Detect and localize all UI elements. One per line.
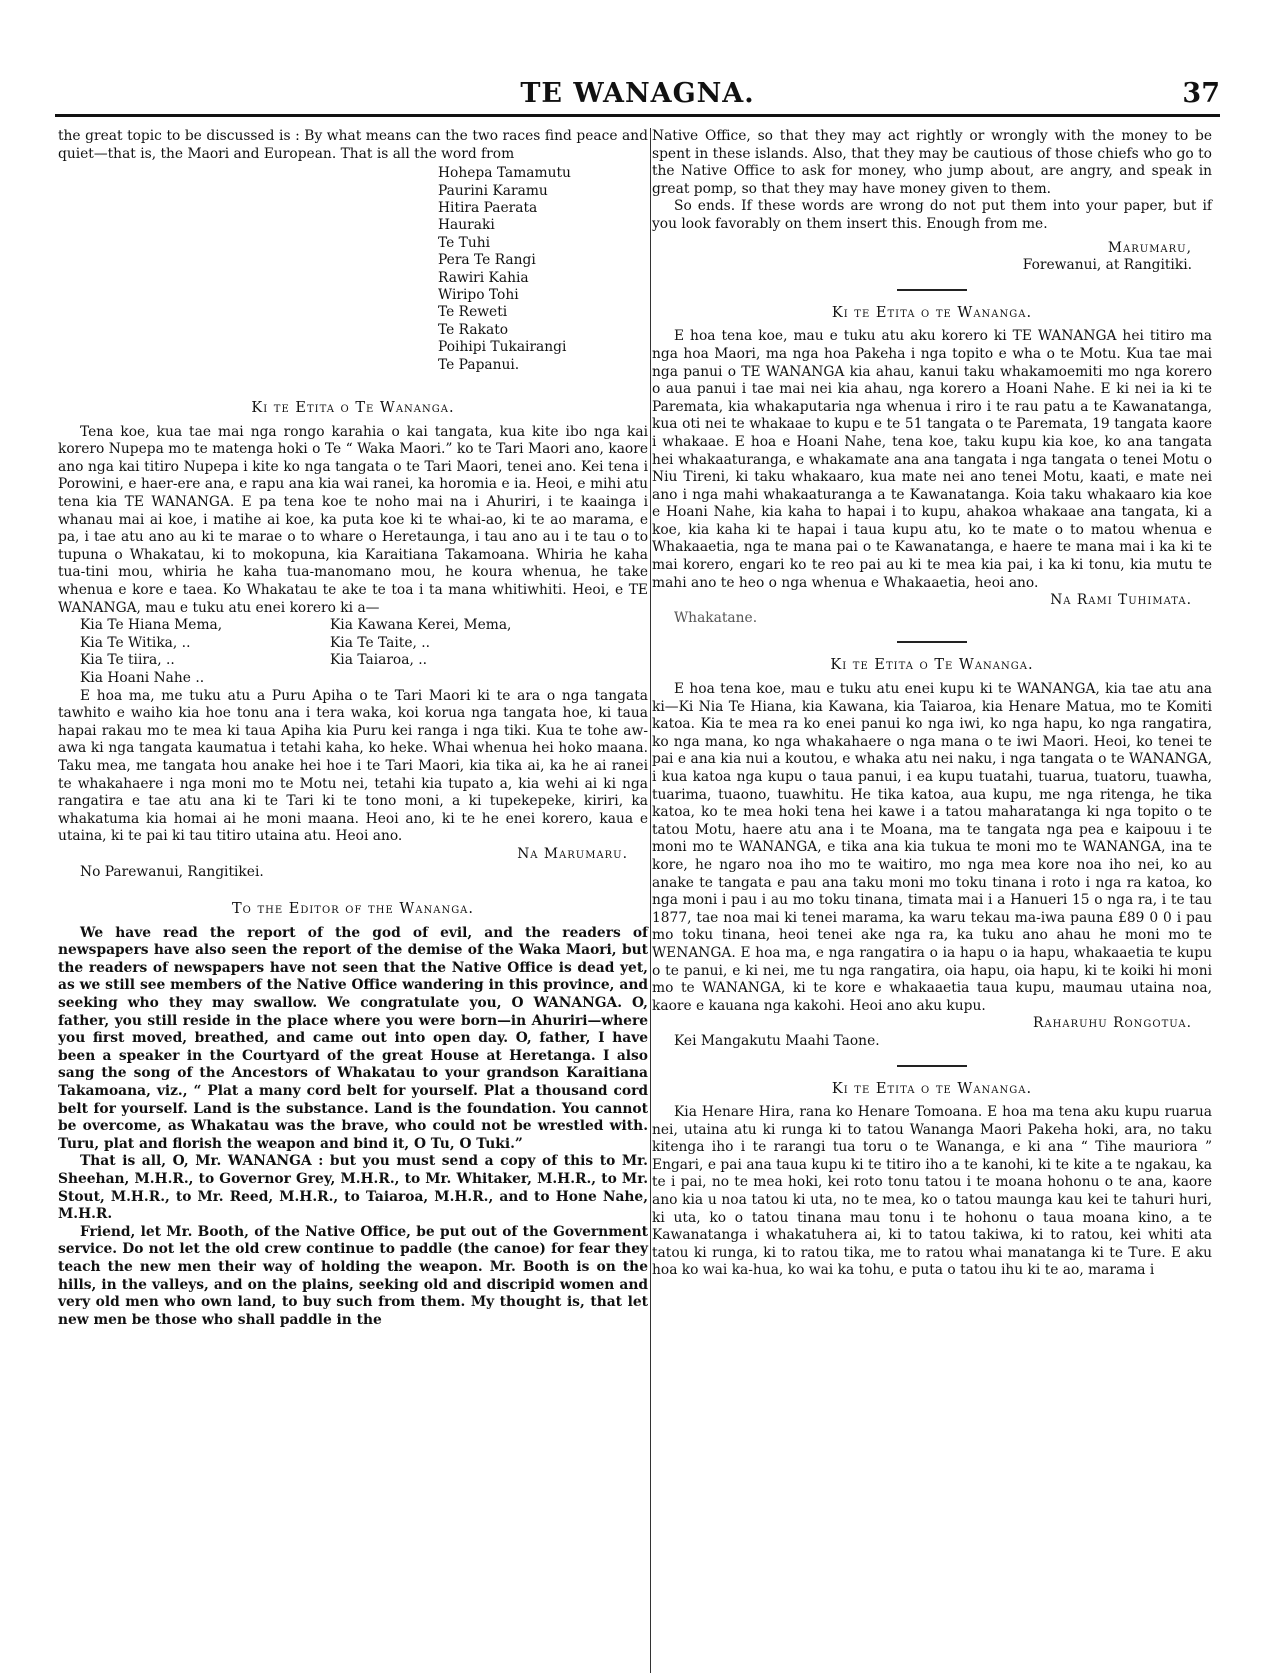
letter-place: Kei Mangakutu Maahi Taone. [674, 1032, 880, 1049]
signatory: Hohepa Tamamutu [438, 165, 571, 182]
signatory: Hitira Paerata [438, 200, 538, 216]
signatory: Te Papanui. [438, 356, 520, 373]
letter-body: That is all, O, Mr. WANANGA : but you must send a copy of this to Mr. Sheehan, M.H.R., to Governor Grey, M.H.R., to Mr. Whitaker, M.H.R., to Mr. Stout, M.H.R., to Mr. Reed, M.H.R., to Taiaroa, M.H.R., and to Hone Nahe, M.H.R. [58, 1153, 648, 1223]
letter-body: We have read the report of the god of evil, and the readers of newspapers have also seen the report of the demise of the Waka Maori, but the readers of newspapers have not seen that the Native Office is dead yet, as we still see members of the Native Office wandering in this province, and seeking who they may swallow. We congratulate you, O WANANGA. O, father, you still reside in the place where you were born—in Ahuriri—where you first moved, breathed, and came out into open day. O, father, I have been a speaker in the Courtyard of the great House at Heretanga. I also sang the song of the Ancestors of Whakatau to your grandson Karaitiana Takamoana, viz., “ Plat a many cord belt for yourself. Plat a thousand cord belt for yourself. Land is the substance. Land is the foundation. You cannot be overcome, as Whakatau was the brave, who could not be wrestled with. Turu, plat and florish the weapon and bind it, O Tu, O Tuki.” [58, 924, 648, 1152]
section-rule [897, 1065, 967, 1067]
letter-body: Tena koe, kua tae mai nga rongo karahia o kai tangata, kua kite ibo nga kai korero Nupepa mo te matenga hoki o Te “ Waka Maori.” ko te Tari Maori ano, kaore ano nga kai titiro Nupepa i kite ko nga tangata o te Tari Maori, tenei ano. Kei tena i Porowini, e haer-ere ana, e rapu ana kia wai ranei, ka horomia e ia. Heoi, e mihi atu tena kia TE WANANGA. E pa tena koe te noho mai na i Ahuriri, i te kaainga i whanau mai ai koe, i matihe ai koe, ka puta koe ki te whai-ao, ki te ao marama, e pa, i tae atu ano au ki te marae o to whare o Heretaunga, i tau ano au i te tau o to tupuna o Whakatau, ki to mokopuna, kia Karaitiana Takamoana. Whiria he kaha tua-tini mou, whiria he kaha tua-manomano mou, he koura whenua, he take whenua e kore e taea. Ko Whakatau te ake te toa i ta mana whitiwhiti. Heoi, e TE WANANGA, mau e tuku atu enei korero ki a— [58, 423, 648, 616]
letter-signature: Na Marumaru. [517, 845, 628, 862]
masthead-rule [55, 114, 1220, 117]
page-number: 37 [1182, 78, 1220, 109]
recipient-list [80, 617, 648, 670]
letter-heading: To the Editor of the Wananga. [231, 901, 475, 918]
signatory: Pera Te Rangi [438, 252, 536, 269]
signatory: Te Reweti [438, 304, 508, 321]
newspaper-title: TE WANAGNA. [520, 78, 755, 109]
intro-paragraph: the great topic to be discussed is : By what means can the two races find peace and quiet—that is, the Maori and European. That is all the word from [58, 128, 648, 162]
signatory: Poihipi Tukairangi [438, 339, 567, 356]
column-divider [650, 128, 651, 1673]
letter-body: Kia Henare Hira, rana ko Henare Tomoana. E hoa ma tena aku kupu ruarua nei, utaina atu ki runga ki to tatou Wananga Maori Pakeha hoki, ara, no taku kitenga iho i te rarangi tua toru o te Wananga, e ki ana “ Tihe mauriora ” Engari, e pai ana taua kupu ki te titiro iho a te kanohi, ki te kite a te ngakau, ka te i pai, no te mea hoki, kei roto tonu tatou i te moana hohonu o te ana, kaore ano kia u noa tatou ki uta, no te mea, ko o tatou maunga kau kei te tahuri huri, ki uta, ko o tatou tinana mau tonu i te hohonu o taua moana kino, a te Kawanatanga i whakatuhera ai, ki to tatou takiwa, ki to ratou, kei whiti ata tatou ki runga, ki to ratou tika, me to ratou whai manatanga ki te Ture. E aku hoa ko wai ka-hua, ko wai ka tohu, e puta o tatou ihu ki te ao, marama i [652, 1104, 1212, 1279]
signatory: Te Tuhi [438, 234, 491, 251]
signatory: Hauraki [438, 217, 495, 234]
closing-paragraph: So ends. If these words are wrong do not put them into your paper, but if you look favorably on them insert this. Enough from me. [652, 198, 1212, 232]
letter-place: Whakatane. [674, 609, 758, 626]
signatory: Rawiri Kahia [438, 269, 529, 286]
recipient: Kia Te tiira, .. [80, 652, 175, 669]
letter-body: E hoa tena koe, mau e tuku atu enei kupu ki te WANANGA, kia tae atu ana ki—Ki Nia Te Hiana, kia Kawana, kia Taiaroa, kia Henare Matua, mo te Komiti katoa. Kia te mea ra ko enei panui ko nga iwi, ko nga hapu, ko nga rangatira, ko nga mana, ko nga whakahaere o nga mana o te iwi Maori. Heoi, ko tenei te pai e ana kia nui a koutou, e whaka atu nei naku, i nga tangata o te WANANGA, i kua katoa nga kupu o taua panui, i ea kupu tuatahi, tuarua, tuatoru, tuawha, tuarima, tuaono, tuawhitu. He tika katoa, aua kupu, me nga ritenga, he tika katoa, ko te mea hoki tena hei kawe i a tatou maharatanga ki nga topito o te tatou Motu, haere atu ana i te Moana, ma te tangata nga pea e kaipouu i te moni mo te WANANGA, e tika ana kia tukua te moni mo te WANANGA, ina te kore, he ngaro noa iho mo te waitiro, mo nga mea kore noa iho nei, ko au anake te tangata e pau ana taku moni mo toku tinana i roto i nga ra katoa, ko nga moni i pau i au mo toku tinana, timata mai i a Hanueri 15 o nga ra, i te tau 1877, tae noa mai ki tenei marama, ka waru tekau ma-iwa pauna £89 0 0 i pau mo toku tinana, heoi tenei ake nga ra, ka tuku ano ahau he moni mo te WENANGA. E hoa ma, e nga rangatira o ia hapu o ia hapu, whakaaetia te kupu o te panui, e ki nei, me tu nga rangatira, oia hapu, oia hapu, ki te koiki hi moni mo te WANANGA, ki te kore e whakaaetia taua kupu, maumau utaina noa, kaore e kauana nga kakohi. Heoi ano aku kupu. [652, 681, 1212, 1014]
right-column [652, 128, 1212, 1280]
recipient: Kia Te Taite, .. [330, 634, 431, 651]
signatory: Paurini Karamu [438, 182, 548, 199]
recipient: Kia Kawana Kerei, Mema, [330, 617, 512, 634]
recipient: Kia Hoani Nahe .. [80, 669, 205, 686]
letter-heading: Ki te Etita o te Wananga. [831, 1080, 1033, 1097]
signatory-list [438, 165, 648, 374]
letter-heading: Ki te Etita o te Wananga. [831, 304, 1033, 321]
letter-body: Friend, let Mr. Booth, of the Native Office, be put out of the Government service. Do not let the old crew continue to paddle (the canoe) for fear they teach the new men their way of holding the weapon. Mr. Booth is on the hills, in the valleys, and on the plains, seeking old and discripid women and very old men who own land, to buy such from them. My thought is, that let new men be those who shall paddle in the [58, 1223, 648, 1328]
letter-place: No Parewanui, Rangitikei. [80, 863, 264, 880]
left-column [58, 128, 648, 1329]
signatory: Te Rakato [438, 321, 509, 338]
recipient: Kia Te Hiana Mema, [80, 617, 223, 634]
recipient: Kia Taiaroa, .. [330, 652, 427, 669]
letter-body: E hoa ma, me tuku atu a Puru Apiha o te Tari Maori ki te ara o nga tangata tawhito e waiho kia hoe tonu ana i tera waka, koi korua nga tangata hoe, ki taua hapai rakau mo te mea ki taua Apiha kia Puru kei ranga i nga tiki. Kua te tohe aw-awa ki nga tangata kaumatua i tetahi kaha, ko heke. Whai whenua hei hoko maana. Taku mea, me tangata hou anake hei hoe i te Tari Maori, kia tika ai, ka he ai ranei te whakahaere i nga moni mo te Motu nei, tetahi kia tupato a, kia wehi ai ki nga rangatira e tae atu ana ki te Tari ki te tono moni, a ki tupekepeke, kiriri, ka whakatuma kia homai ai he moni maana. Heoi ano, ki te he enei korero, kaua e utaina, ki te pai ki tau titiro utaina atu. Heoi ano. [58, 687, 648, 845]
letter-signature: Marumaru, [1107, 239, 1192, 256]
section-rule [897, 641, 967, 643]
section-rule [897, 289, 967, 291]
letter-signature: Raharuhu Rongotua. [1033, 1015, 1192, 1032]
letter-heading: Ki te Etita o Te Wananga. [830, 657, 1034, 674]
letter-signature: Na Rami Tuhimata. [1050, 592, 1192, 609]
masthead [55, 78, 1220, 112]
letter-heading: Ki te Etita o Te Wananga. [251, 400, 455, 417]
letter-body: E hoa tena koe, mau e tuku atu aku korero ki TE WANANGA hei titiro ma nga hoa Maori, ma nga hoa Pakeha i nga topito e wha o te Motu. Kua tae mai nga panui o TE WANANGA kia ahau, kanui taku whakamoemiti mo nga korero o aua panui i tae mai nei kia ahau, nga korero a Hoani Nahe. E ki nei ia ki te Paremata, kia whakaputaria nga whenua i riro i te rau patu a te Kawanatanga, kua oti nei te whakaae to kupu e te 51 tangata o te Paremata, 19 tangata kaore i whakaae. E hoa e Hoani Nahe, tena koe, taku kupu kia koe, ko ana tangata hei whakaaturanga, e whakamate ana ana tangata i nga tangata o tenei Motu o Niu Tireni, ki taku whakaaro, kua mate nei ano tenei Motu, kaati, e mate nei ano i nga mahi whakaaturanga a te Kawanatanga. Koia taku whakaaro kia koe e Hoani Nahe, kia kaha to hapai i to kupu, ahakoa whakaae ana tangata, ki a koe, kia kaha ki te hapai i taua kupu atu, ko te mate o to matou whenua e Whakaaetia, nga te mana pai o te Kawanatanga, e haere te mana mai i ka ki te mai korero, engari ko te reo pai au ki te mea kia pai, i ka ki tonu, kia mutu te mahi ano te heo o nga whenua e Whakaaetia, heoi ano. [652, 328, 1212, 591]
signatory: Wiripo Tohi [438, 287, 519, 304]
continuation-paragraph: Native Office, so that they may act rightly or wrongly with the money to be spent in these islands. Also, that they may be cautious of those chiefs who go to the Native Office to ask for money, who jump about, are angry, and speak in great pomp, so that they may have money given to them. [652, 128, 1212, 197]
letter-place: Forewanui, at Rangitiki. [1022, 257, 1192, 274]
recipient: Kia Te Witika, .. [80, 634, 191, 651]
